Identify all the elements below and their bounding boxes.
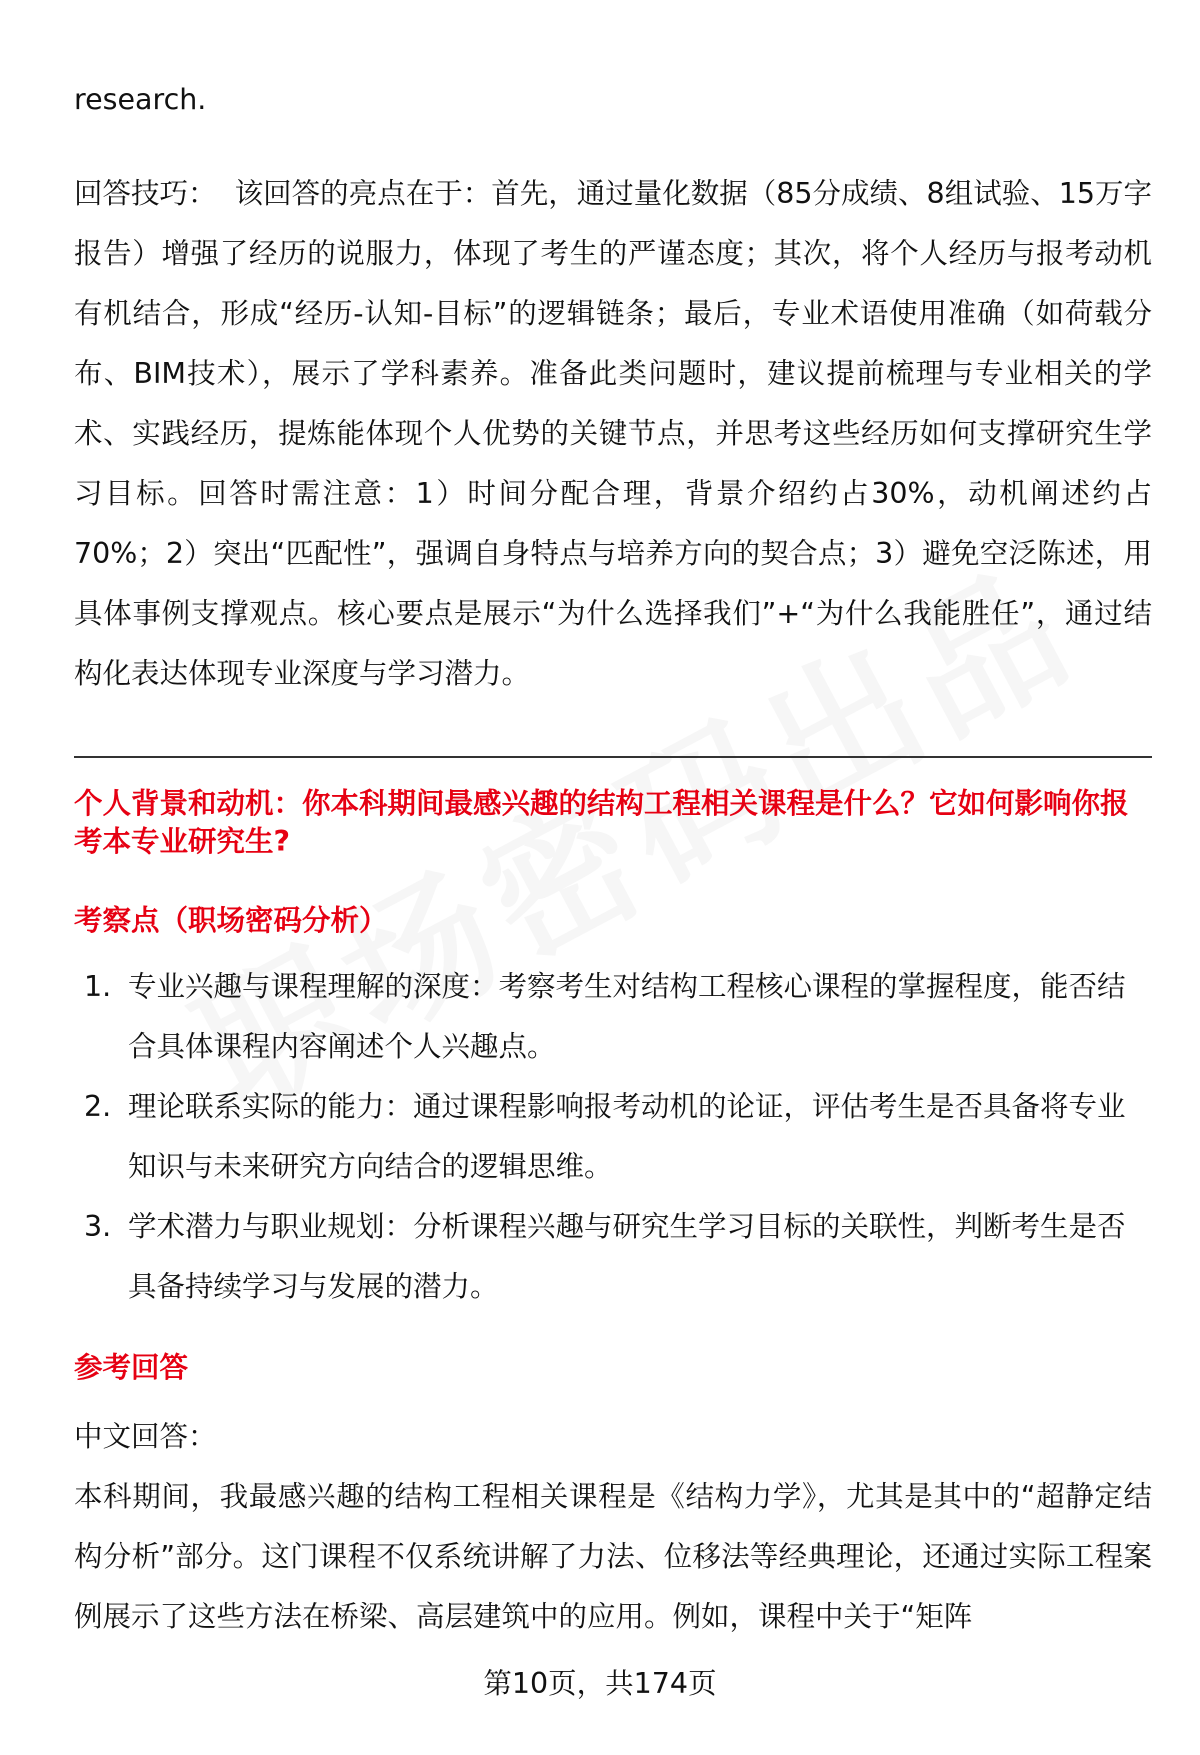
list-item xyxy=(74,957,1152,1077)
page-content xyxy=(74,70,1152,1647)
exam-points-heading: 考察点（职场密码分析） xyxy=(74,904,388,937)
list-item xyxy=(74,1077,1152,1197)
chinese-answer-label: 中文回答： xyxy=(74,1420,217,1453)
list-item-number: 1. xyxy=(84,970,112,1003)
list-item-text: 专业兴趣与课程理解的深度：考察考生对结构工程核心课程的掌握程度，能否结合具体课程内容阐述个人兴趣点。 xyxy=(128,970,1126,1063)
list-item-number: 2. xyxy=(84,1090,112,1123)
intro-tail-text: research. xyxy=(74,83,207,116)
question-title: 个人背景和动机：你本科期间最感兴趣的结构工程相关课程是什么？它如何影响你报考本专业研究生? xyxy=(74,787,1129,858)
list-item xyxy=(74,1197,1152,1317)
reference-answer-heading: 参考回答 xyxy=(74,1351,189,1384)
exam-points-list xyxy=(74,957,1152,1317)
answer-tip-label: 回答技巧： xyxy=(74,177,217,210)
answer-tip-paragraph xyxy=(74,164,1152,704)
list-item-text: 学术潜力与职业规划：分析课程兴趣与研究生学习目标的关联性，判断考生是否具备持续学习与发展的潜力。 xyxy=(128,1210,1126,1303)
reference-answer-text: 本科期间，我最感兴趣的结构工程相关课程是《结构力学》，尤其是其中的“超静定结构分析”部分。这门课程不仅系统讲解了力法、位移法等经典理论，还通过实际工程案例展示了这些方法在桥梁、高层建筑中的应用。例如，课程中关于“矩阵 xyxy=(74,1480,1152,1633)
section-divider xyxy=(74,756,1152,758)
page-number-footer: 第10页，共174页 xyxy=(483,1667,717,1700)
list-item-number: 3. xyxy=(84,1210,112,1243)
answer-tip-text: 该回答的亮点在于：首先，通过量化数据（85分成绩、8组试验、15万字报告）增强了经历的说服力，体现了考生的严谨态度；其次，将个人经历与报考动机有机结合，形成“经历-认知-目标”的逻辑链条；最后，专业术语使用准确（如荷载分布、BIM技术），展示了学科素养。准备此类问题时，建议提前梳理与专业相关的学术、实践经历，提炼能体现个人优势的关键节点，并思考这些经历如何支撑研究生学习目标。回答时需注意：1）时间分配合理，背景介绍约占30%，动机阐述约占70%；2）突出“匹配性”，强调自身特点与培养方向的契合点；3）避免空泛陈述，用具体事例支撑观点。核心要点是展示“为什么选择我们”+“为什么我能胜任”，通过结构化表达体现专业深度与学习潜力。 xyxy=(74,177,1152,690)
list-item-text: 理论联系实际的能力：通过课程影响报考动机的论证，评估考生是否具备将专业知识与未来研究方向结合的逻辑思维。 xyxy=(128,1090,1126,1183)
